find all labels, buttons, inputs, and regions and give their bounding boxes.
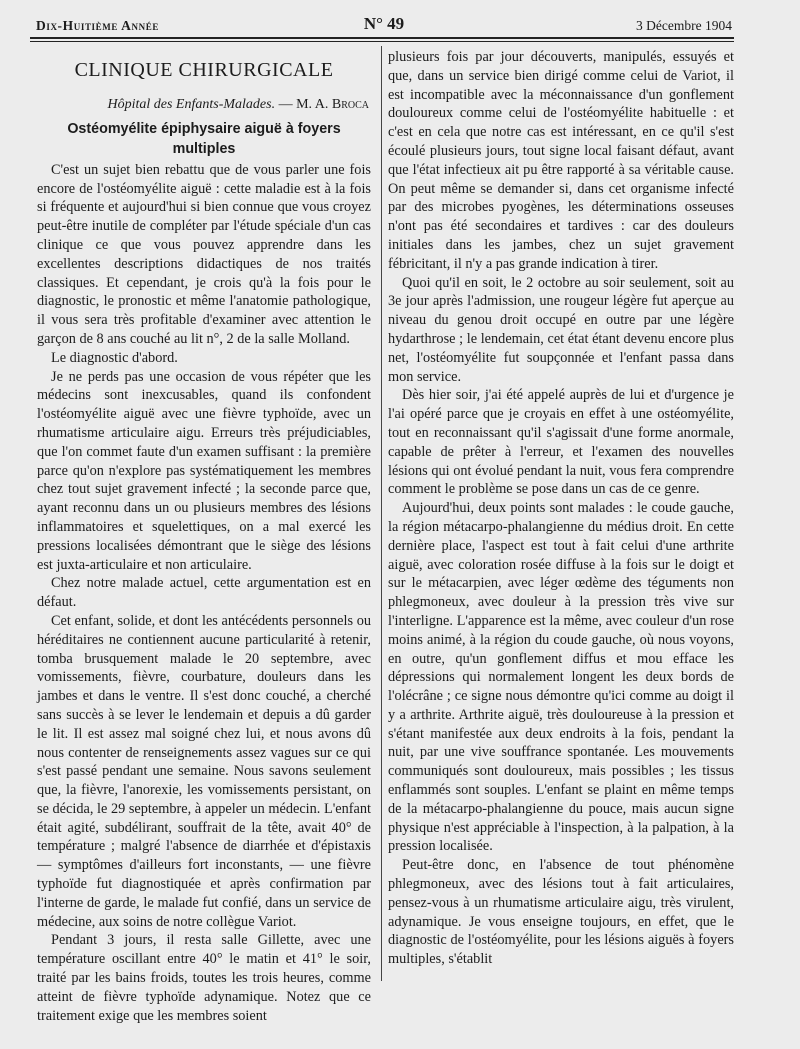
running-header [36,14,732,36]
paragraph: Cet enfant, solide, et dont les antécédents personnels ou héréditaires ne contiennent aucune particularité à retenir, tomba brusquement malade le 20 septembre, avec vomissements, fièvre, courbature, douleurs dans les jambes et dans le ventre. Il s'est donc couché, a cherché sans succès à se lever le lendemain et depuis a dû garder le lit. Il est assez mal soigné chez lui, et nous avons dû nous contenter de renseignements assez vagues sur ce qui s'est passé pendant une semaine. Nous savons seulement que, la fièvre, l'anorexie, les vomissements persistant, on se décida, le 29 septembre, à appeler un médecin. L'enfant était agité, subdélirant, souffrait de la tête, avait 40° de température ; malgré l'absence de diarrhée et d'épistaxis — symptômes d'ailleurs fort inconstants, — une fièvre typhoïde fut diagnostiquée et après confirmation par l'interne de garde, le malade fut confié, dans un service de médecine, aux soins de notre collègue Variot. [37,612,371,930]
column-divider [381,46,382,981]
right-column [388,48,734,969]
paragraph: Quoi qu'il en soit, le 2 octobre au soir seulement, soit au 3e jour après l'admission, une rougeur légère fut aperçue au niveau du genou droit occupé en outre par une légère hydarthrose ; le lendemain, cet état étant devenu encore plus net, l'ostéomyélite fut soupçonnée et l'enfant passa dans mon service. [388,274,734,385]
volume-year: Dix-Huitième Année [36,18,159,33]
paragraph: Pendant 3 jours, il resta salle Gillette, avec une température oscillant entre 40° le matin et 41° le soir, traité par les bains froids, toutes les trois heures, comme atteint de fièvre typhoïde adynamique. Notez que ce traitement exige que les membres soient [37,932,371,1024]
left-column [37,46,371,1025]
paragraph: Aujourd'hui, deux points sont malades : le coude gauche, la région métacarpo-phalangienne du médius droit. En cette dernière place, l'aspect est tout à fait celui d'une arthrite aiguë, avec coloration rosée diffuse à la fois sur le doigt et sur le métacarpien, avec léger œdème des téguments non phlegmoneux, avec douleur à la pression très vive sur l'interligne. L'apparence est la même, avec couleur d'un rose moins animé, à la région du coude gauche, où nous voyons, en outre, qu'un gonflement diffus et mou efface les dépressions qui normalement longent les deux bords de l'olécrâne ; ce signe nous démontre qu'ici comme au doigt il y a arthrite. Arthrite aiguë, très douloureuse à la pression et s'étant manifestée aux deux endroits à la fois, pendant la nuit, par une vive souffrance spontanée. Les mouvements communiqués sont douloureux, mais possibles ; les tissus enflammés sont souples. L'enfant se plaint en même temps de la métacarpo-phalangienne du pouce, mais aucun signe physique n'est appréciable à l'inspection, à la palpation, à la pression localisée. [388,500,734,855]
issue-number: N° 49 [363,14,405,33]
section-title: CLINIQUE CHIRURGICALE [74,59,334,81]
paragraph: Peut-être donc, en l'absence de tout phénomène phlegmoneux, avec des lésions tout à fait articulaires, pensez-vous à un rhumatisme articulaire aigu, très virulent, adynamique. Je vous enseigne toujours, en effet, que le diagnostic de l'ostéomyélite, pour les lésions aiguës à foyers multiples, s'établit [388,857,734,968]
paragraph-continued: plusieurs fois par jour découverts, manipulés, essuyés et que, dans un service bien dirigé comme celui de Variot, il est incompatible avec la méconnaissance d'un gonflement douloureux comme celui de l'ostéomyélite habituelle : et c'est en cela que notre cas est intéressant, en ce qu'il s'est écoulé plusieurs jours, tout signe local faisant défaut, avant que l'état infectieux ait pu être rapporté à sa véritable cause. On peut même se demander si, dans cet organisme infecté par des microbes pyogènes, les déterminations osseuses n'ont pas été secondaires et tardives : car des douleurs initiales dans les jambes, chez un sujet gravement fébricitant, il n'y a pas grande indication à tirer. [388,49,734,272]
paragraph: Dès hier soir, j'ai été appelé auprès de lui et d'urgence je l'ai opéré parce que je croyais en effet à une ostéomyélite, tout en reconnaissant qu'il s'agissait d'une forme anormale, capable de prêter à l'erreur, et l'examen des nouvelles lésions qui ont évolué pendant la nuit, vous fera comprendre comment le problème se pose dans un cas de ce genre. [388,387,734,498]
paragraph: Chez notre malade actuel, cette argumentation est en défaut. [37,575,371,611]
paragraph: C'est un sujet bien rebattu que de vous parler une fois encore de l'ostéomyélite aiguë : cette maladie est à la fois si fréquente et aujourd'hui si bien connue que vous croyez peut-être inutile de compléter par l'étude spéciale d'un cas clinique ce que vous pouvez apprendre dans les excellentes descriptions didactiques de nos traités classiques. Et cependant, je crois qu'à la fois pour le diagnostic, le pronostic et même l'anatomie pathologique, il vous sera très profitable d'examiner avec attention le garçon de 8 ans couché au lit n°, 2 de la salle Molland. [37,161,371,347]
paragraph: Je ne perds pas une occasion de vous répéter que les médecins sont inexcusables, quand ils confondent l'ostéomyélite aiguë avec une fièvre typhoïde, avec un rhumatisme articulaire aigu. Erreurs très préjudiciables, que l'on commet faute d'un examen suffisant : la première parce qu'on n'explore pas systématiquement les membres chez tout sujet gravement infecté ; la seconde parce que, ayant reconnu dans un ou plusieurs membres des lésions inflammatoires et squelettiques, on a mal exercé les pressions localisées démontrant que le siège des lésions est juxta-articulaire et non articulaire. [37,368,371,573]
article-subtitle: Ostéomyélite épiphysaire aiguë à foyers multiples [67,120,341,157]
hospital-line [37,96,371,115]
header-rule-thick [30,37,734,39]
header-rule-thin [30,41,734,42]
author-name: — M. A. Broca [278,97,369,112]
hospital-name: Hôpital des Enfants-Malades. [107,97,276,112]
issue-date: 3 Décembre 1904 [636,18,732,33]
paragraph: Le diagnostic d'abord. [51,349,178,366]
